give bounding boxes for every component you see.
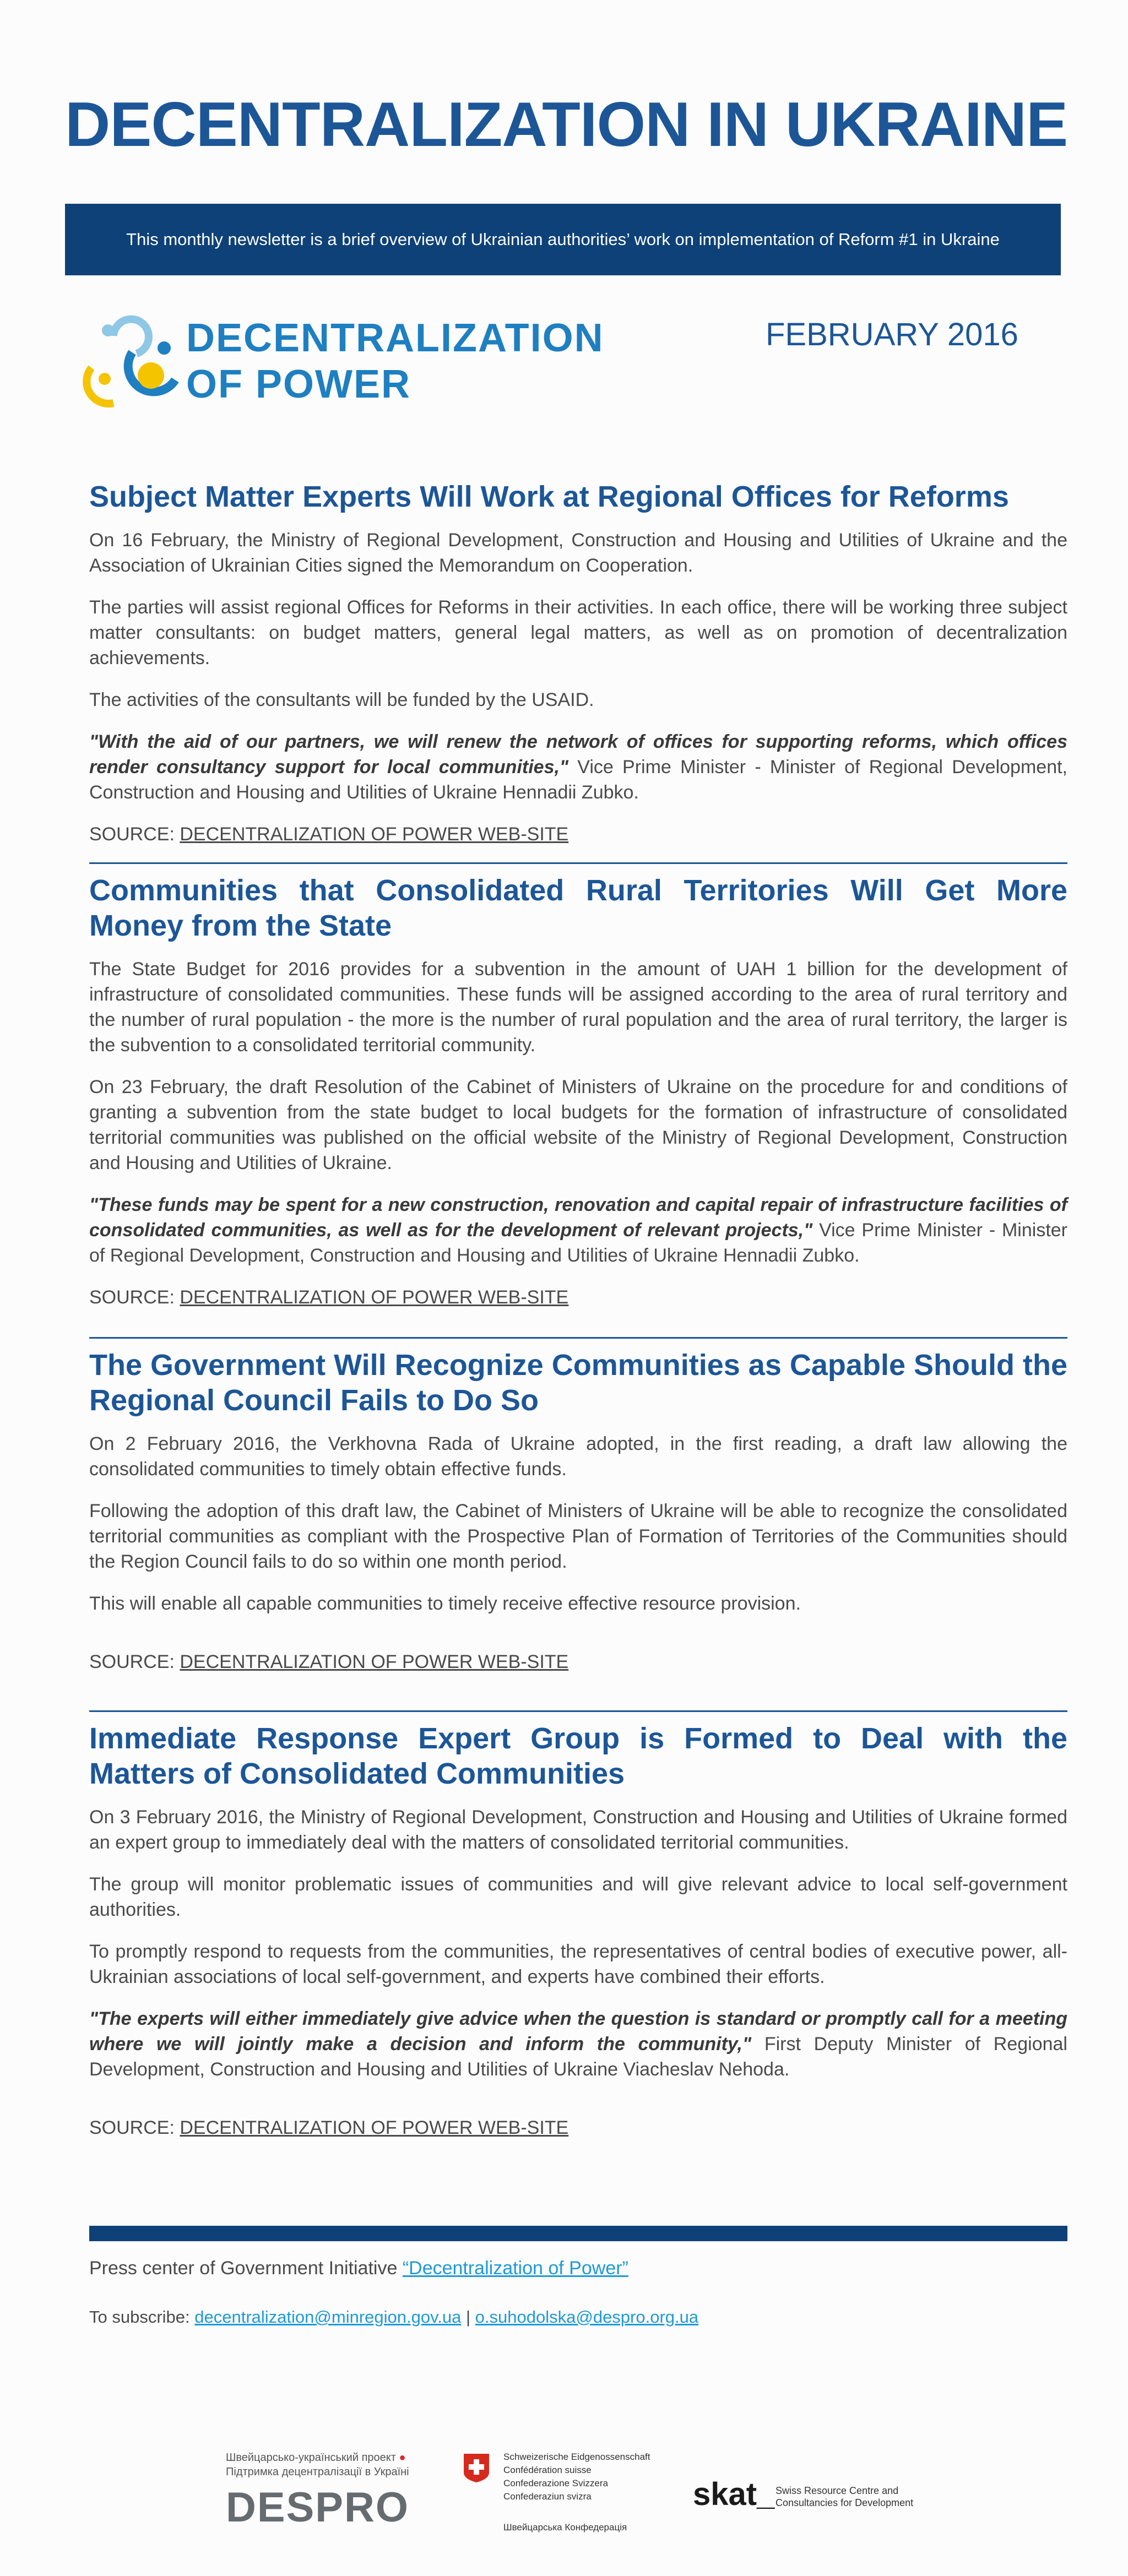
logo-mark-icon [82, 308, 186, 419]
despro-logo [226, 2450, 424, 2539]
article-source [89, 1649, 1067, 1675]
decentralization-logo [82, 308, 604, 419]
article-paragraph: On 16 February, the Ministry of Regional Development, Construction and Housing and Utilities of Ukraine and the Association of Ukrainian Cities signed the Memorandum on Cooperation. [89, 530, 1067, 576]
despro-subtitle [226, 2450, 424, 2479]
issue-date: FEBRUARY 2016 [766, 317, 1018, 352]
despro-subtitle-line1: Швейцарсько-український проект [226, 2452, 396, 2464]
swiss-name-line: Schweizerische Eidgenossenschaft [503, 2452, 650, 2462]
article-paragraph: On 3 February 2016, the Ministry of Regional Development, Construction and Housing and Utilities of Ukraine formed an expert group to immediately deal with the matters of consolidated territorial communities. [89, 1807, 1067, 1853]
source-link[interactable]: DECENTRALIZATION OF POWER WEB-SITE [180, 824, 569, 845]
email-separator: | [461, 2307, 475, 2327]
subscribe-email-link[interactable]: decentralization@minregion.gov.ua [194, 2307, 462, 2327]
swiss-name-line: Confederaziun svizra [503, 2491, 592, 2502]
source-link[interactable]: DECENTRALIZATION OF POWER WEB-SITE [180, 1651, 569, 1672]
section-divider [89, 1337, 1067, 1339]
red-dot-icon: ● [399, 2452, 406, 2464]
article-paragraph: The activities of the consultants will be funded by the USAID. [89, 689, 594, 710]
skat-subtitle-line1: Swiss Resource Centre and [776, 2485, 899, 2496]
quote-attribution: Vice Prime Minister - Minister of Regional Development, Construction and Housing and Utilities of Ukraine Hennadii Zubko. [89, 757, 1067, 803]
subscribe-line [89, 2307, 698, 2327]
article-quote-paragraph [89, 2006, 1067, 2082]
footer-divider-bar [89, 2226, 1067, 2241]
article-paragraph: The parties will assist regional Offices for Reforms in their activities. In each office, there will be working three subject matter consultants: on budget matters, general legal matters, as well as on promotion of decentralization achievements. [89, 597, 1067, 669]
article-paragraph: Following the adoption of this draft law, the Cabinet of Ministers of Ukraine will be able to recognize the consolidated territorial communities as compliant with the Prospective Plan of Formation of Territories of the Communities should the Region Council fails to do so within one month period. [89, 1501, 1067, 1572]
source-label: SOURCE: [89, 1287, 180, 1308]
article-quote-paragraph [89, 1192, 1067, 1268]
newsletter-banner [65, 204, 1061, 275]
swiss-confederation-logo [464, 2450, 684, 2550]
section-divider [89, 1710, 1067, 1712]
swiss-name-line: Confederazione Svizzera [503, 2478, 608, 2488]
article [89, 479, 1067, 863]
article [89, 862, 1067, 1327]
article-title: Communities that Consolidated Rural Territories Will Get More Money from the State [89, 874, 1067, 942]
article-source [89, 822, 1067, 847]
subscribe-label: To subscribe: [89, 2307, 195, 2327]
source-link[interactable]: DECENTRALIZATION OF POWER WEB-SITE [180, 2117, 569, 2138]
logo-wordmark [186, 315, 604, 407]
quote-attribution: First Deputy Minister of Regional Development, Construction and Housing and Utilities of Ukraine Viacheslav Nehoda. [89, 2034, 1067, 2080]
article-paragraph: The State Budget for 2016 provides for a subvention in the amount of UAH 1 billion for the development of infrastructure of consolidated communities. These funds will be assigned according to the area of rural territory and the number of rural population - the more is the number of rural population and the area of rural territory, the larger is the subvention to a consolidated territorial community. [89, 959, 1067, 1056]
press-center-line [89, 2258, 628, 2279]
despro-wordmark: DESPRO [226, 2484, 409, 2531]
article-title: The Government Will Recognize Communities as Capable Should the Regional Council Fails to Do So [89, 1349, 1067, 1417]
source-link[interactable]: DECENTRALIZATION OF POWER WEB-SITE [180, 1287, 569, 1308]
skat-subtitle [776, 2485, 913, 2509]
article-quote-paragraph [89, 729, 1067, 805]
swiss-flag-icon [464, 2454, 489, 2482]
skat-subtitle-line2: Consultancies for Development [776, 2497, 914, 2508]
article-quote: "With the aid of our partners, we will renew the network of offices for supporting reforms, which offices render consultancy support for local communities," [89, 731, 1067, 778]
newsletter-title: DECENTRALIZATION IN UKRAINE [65, 90, 1068, 160]
skat-logo [693, 2476, 946, 2520]
source-label: SOURCE: [89, 2117, 180, 2138]
logo-line1: DECENTRALIZATION [186, 316, 604, 360]
article-source [89, 2115, 1067, 2140]
article-paragraph: The group will monitor problematic issues of communities and will give relevant advice to local self-government authorities. [89, 1874, 1067, 1920]
article-paragraph: To promptly respond to requests from the communities, the representatives of central bodies of executive power, all-Ukrainian associations of local self-government, and experts have combined their efforts. [89, 1941, 1067, 1987]
logo-line2: OF POWER [186, 362, 411, 406]
article-title: Immediate Response Expert Group is Formed to Deal with the Matters of Consolidated Communities [89, 1722, 1067, 1790]
swiss-name-ukrainian: Швейцарська Конфедерація [503, 2522, 627, 2532]
article-quote: "These funds may be spent for a new construction, renovation and capital repair of infrastructure facilities of consolidated communities, as well as for the development of relevant projects," [89, 1194, 1067, 1241]
article-quote: "The experts will either immediately give advice when the question is standard or promptly call for a meeting where we will jointly make a decision and inform the community," [89, 2008, 1067, 2055]
swiss-names [503, 2450, 650, 2503]
despro-subtitle-line2: Підтримка децентралізації в Україні [226, 2466, 409, 2478]
article-paragraph: On 2 February 2016, the Verkhovna Rada of Ukraine adopted, in the first reading, a draft law allowing the consolidated communities to timely obtain effective funds. [89, 1433, 1067, 1480]
source-label: SOURCE: [89, 824, 180, 845]
press-center-text: Press center of Government Initiative [89, 2258, 403, 2279]
quote-attribution: Vice Prime Minister - Minister of Regional Development, Construction and Housing and Utilities of Ukraine Hennadii Zubko. [89, 1220, 1067, 1266]
section-divider [89, 862, 1067, 864]
swiss-name-line: Confédération suisse [503, 2465, 592, 2475]
article-source [89, 1285, 1067, 1310]
article [89, 1337, 1067, 1691]
article-paragraph: On 23 February, the draft Resolution of the Cabinet of Ministers of Ukraine on the procedure for and conditions of granting a subvention from the state budget to local budgets for the formation of infrastructure of consolidated territorial communities was published on the official website of the Ministry of Regional Development, Construction and Housing and Utilities of Ukraine. [89, 1077, 1067, 1173]
source-label: SOURCE: [89, 1651, 180, 1672]
subscribe-email-link[interactable]: o.suhodolska@despro.org.ua [475, 2307, 699, 2327]
press-center-link[interactable]: “Decentralization of Power” [402, 2258, 628, 2279]
article-title: Subject Matter Experts Will Work at Regional Offices for Reforms [89, 480, 1009, 513]
skat-wordmark: skat_ [693, 2476, 775, 2512]
article-paragraph: This will enable all capable communities to timely receive effective resource provision. [89, 1593, 801, 1614]
article [89, 1710, 1067, 2157]
banner-text: This monthly newsletter is a brief overview of Ukrainian authorities’ work on implementation of Reform #1 in Ukraine [126, 230, 1000, 249]
